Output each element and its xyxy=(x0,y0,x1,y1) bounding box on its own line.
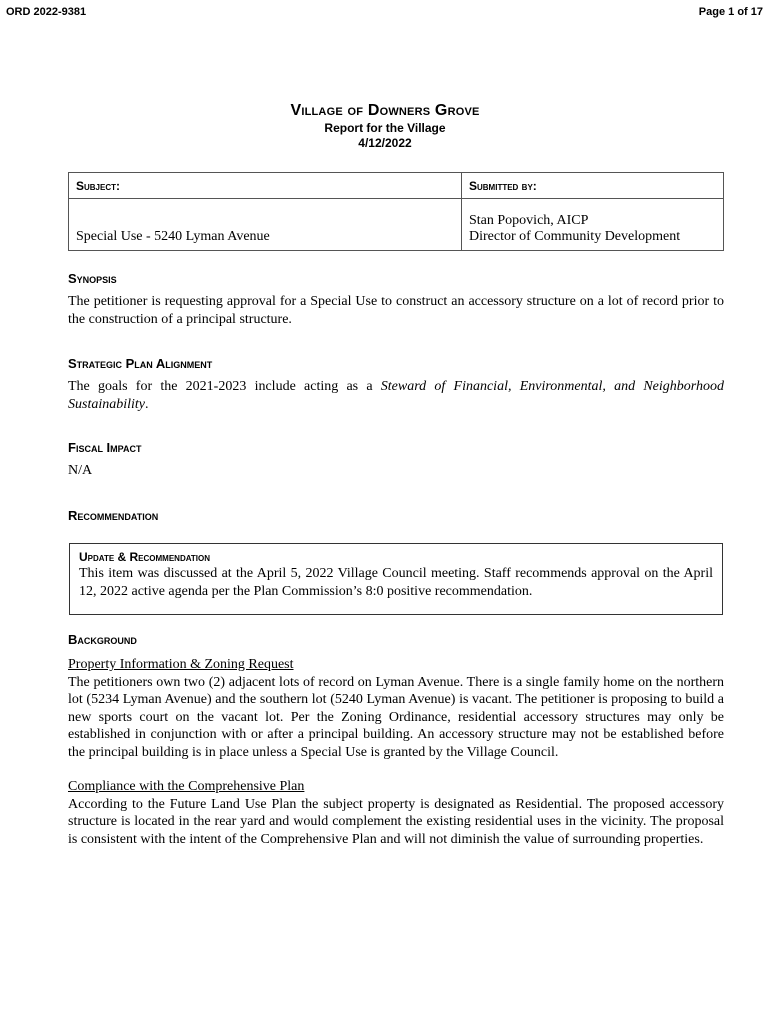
strategic-plan-text xyxy=(68,378,724,413)
background-heading: Background xyxy=(68,632,137,647)
subject-table xyxy=(68,172,724,251)
submitter-name: Stan Popovich, AICP xyxy=(469,213,589,228)
property-info-subheading: Property Information & Zoning Request xyxy=(68,657,294,672)
page-indicator: Page 1 of 17 xyxy=(698,6,763,18)
strategic-plan-heading: Strategic Plan Alignment xyxy=(68,356,213,371)
comprehensive-plan-subheading: Compliance with the Comprehensive Plan xyxy=(68,779,305,794)
recommendation-section xyxy=(68,508,724,523)
background-section xyxy=(68,632,724,848)
subject-label: Subject: xyxy=(69,173,462,199)
ordinance-number: ORD 2022-9381 xyxy=(6,6,87,18)
strategic-plan-text-before: The goals for the 2021-2023 include acting as a xyxy=(68,379,381,394)
strategic-plan-text-italic: Steward of Financial, Environmental, and Neighborhood Sustainability xyxy=(68,379,724,412)
synopsis-section xyxy=(68,271,724,328)
fiscal-impact-text: N/A xyxy=(68,463,93,478)
subject-value xyxy=(69,199,462,251)
title-block xyxy=(0,102,770,150)
document-subtitle: Report for the Village xyxy=(324,121,446,135)
recommendation-box-text: This item was discussed at the April 5, 2022 Village Council meeting. Staff recommends approval on the April 12, 2022 active agenda per the Plan Commission’s 8:0 positive recommendation. xyxy=(79,566,713,599)
document-date: 4/12/2022 xyxy=(358,136,412,150)
recommendation-box-heading: Update & Recommendation xyxy=(79,550,211,564)
recommendation-heading: Recommendation xyxy=(68,508,159,523)
comprehensive-plan-text: According to the Future Land Use Plan the subject property is designated as Residential. The proposed accessory structure is located in the rear yard and would complement the existing residential uses in the vicinity. The proposal is consistent with the intent of the Comprehensive Plan and will not diminish the value of surrounding properties. xyxy=(68,796,724,847)
submitter-title: Director of Community Development xyxy=(469,229,681,244)
document-title: Village of Downers Grove xyxy=(290,102,480,119)
strategic-plan-section xyxy=(68,356,724,413)
synopsis-text: The petitioner is requesting approval for a Special Use to construct an accessory structure on a lot of record prior to the construction of a principal structure. xyxy=(68,294,724,327)
submitter-cell xyxy=(462,199,724,251)
fiscal-impact-section xyxy=(68,440,724,480)
strategic-plan-text-after: . xyxy=(145,396,149,412)
synopsis-heading: Synopsis xyxy=(68,271,117,286)
property-info-text: The petitioners own two (2) adjacent lots of record on Lyman Avenue. There is a single family home on the northern lot (5234 Lyman Avenue) and the southern lot (5240 Lyman Avenue) is vacant. The petitioner is proposing to build a new sports court on the vacant lot. Per the Zoning Ordinance, residential accessory structures may only be established in conjunction with or after a principal building. An accessory structure may not be established before the principal building is in place unless a Special Use is granted by the Village Council. xyxy=(68,674,724,760)
fiscal-impact-heading: Fiscal Impact xyxy=(68,440,142,455)
subject-value-text: Special Use - 5240 Lyman Avenue xyxy=(76,229,270,244)
recommendation-box xyxy=(69,543,723,615)
submitted-by-label: Submitted by: xyxy=(462,173,724,199)
